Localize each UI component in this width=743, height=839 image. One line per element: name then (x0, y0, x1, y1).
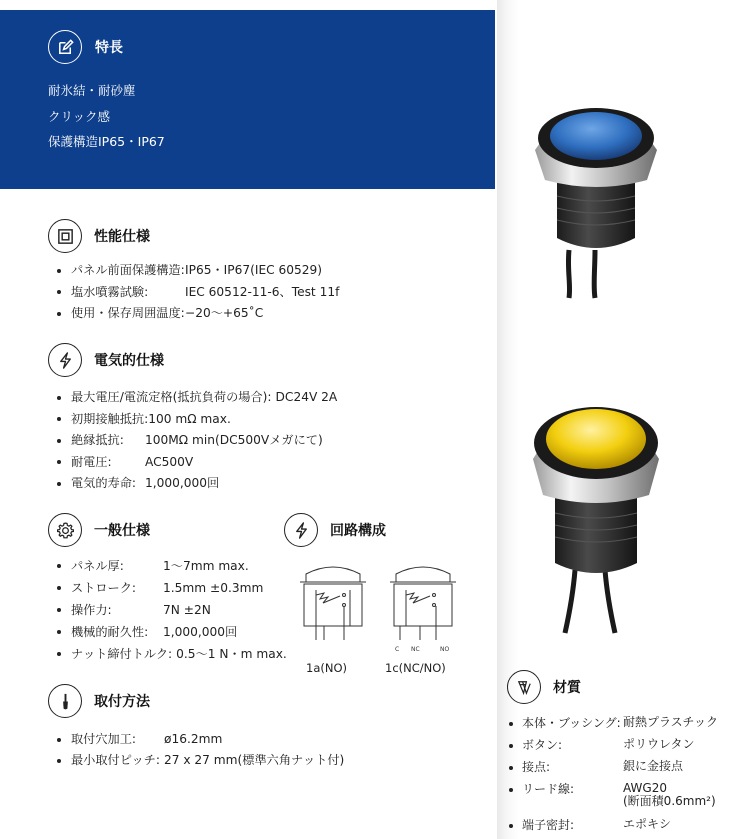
circuit-diagrams (296, 560, 466, 655)
spec-item (57, 643, 287, 665)
spec-item (57, 303, 339, 325)
spec-value: 1,000,000回 (145, 476, 220, 490)
gear-icon (48, 513, 82, 547)
spec-value: 1〜7mm max. (163, 559, 249, 573)
mounting-title: 取付方法 (94, 694, 150, 710)
terminal-c-label: C (395, 646, 400, 653)
spec-label: 絶縁抵抗: (71, 433, 124, 447)
spec-item (57, 555, 287, 577)
material-item (509, 780, 718, 812)
spec-value: 100 mΩ max. (148, 411, 231, 426)
material-header (507, 670, 581, 704)
spec-value: 7N ±2N (163, 603, 211, 617)
spec-item (57, 473, 337, 495)
spec-label: 機械的耐久性: (71, 625, 149, 639)
features-list (48, 78, 165, 155)
lightning-icon (48, 343, 82, 377)
material-item (509, 816, 718, 838)
spec-label: 取付穴加工: (71, 732, 137, 746)
screwdriver-icon (48, 684, 82, 718)
square-frame-icon (48, 219, 82, 253)
electrical-title: 電気的仕様 (94, 353, 164, 369)
spec-item (57, 599, 287, 621)
performance-header (48, 219, 150, 253)
terminal-no-label: NO (440, 646, 450, 653)
features-banner (0, 10, 495, 189)
spec-label: 塩水噴霧試験: (71, 284, 149, 299)
material-item (509, 736, 718, 758)
mounting-header (48, 684, 150, 718)
spec-value: AC500V (145, 454, 194, 469)
spec-label: 最小取付ピッチ: (71, 753, 160, 767)
electrical-list (57, 387, 337, 495)
spec-value: 0.5〜1 N・m max. (176, 647, 287, 661)
spec-item (57, 260, 339, 282)
spec-value: −20〜+65˚C (185, 306, 264, 320)
feature-item: 耐氷結・耐砂塵 (48, 83, 136, 98)
spec-value: 1,000,000回 (163, 625, 238, 639)
spec-value: 27 x 27 mm(標準六角ナット付) (163, 753, 345, 767)
circuit-1c-label: 1c(NC/NO) (385, 661, 446, 675)
spec-label: 使用・保存周囲温度: (71, 306, 185, 320)
edit-note-icon (48, 30, 82, 64)
spec-label: ストローク: (71, 581, 137, 595)
circuit-1a-label: 1a(NO) (306, 661, 347, 675)
spec-label: 耐電圧: (71, 454, 112, 469)
material-value: ポリウレタン (623, 737, 695, 751)
yellow-pushbutton-image (525, 395, 665, 635)
spec-value: IEC 60512-11-6、Test 11f (185, 284, 340, 299)
material-label: 端子密封: (522, 818, 575, 832)
material-value: 銀に金接点 (623, 759, 684, 773)
spec-item (57, 729, 344, 750)
mounting-list (57, 729, 344, 771)
material-label: 接点: (522, 760, 551, 774)
features-header (48, 30, 123, 64)
feature-item: 保護構造IP65・IP67 (48, 134, 165, 149)
spec-label: 最大電圧/電流定格(抵抗負荷の場合): (71, 390, 272, 404)
material-item (509, 758, 718, 780)
spec-item (57, 452, 337, 474)
spec-item (57, 750, 344, 771)
spec-item (57, 430, 337, 452)
spec-item (57, 409, 337, 431)
general-title: 一般仕様 (94, 523, 150, 539)
spec-value: ø16.2mm (164, 732, 223, 746)
material-value-line1: AWG20 (623, 781, 667, 795)
spec-value: IP65・IP67(IEC 60529) (185, 263, 323, 277)
circuit-1c-diagram (390, 567, 456, 640)
electrical-header (48, 343, 164, 377)
feature-item: クリック感 (48, 108, 111, 124)
circuit-title: 回路構成 (330, 523, 386, 539)
circuit-1a-diagram (300, 567, 366, 640)
blue-pushbutton-image (525, 100, 665, 300)
material-value-line2: (断面積0.6mm²) (623, 794, 716, 808)
spec-label: 操作力: (71, 603, 112, 617)
material-title: 材質 (553, 680, 581, 696)
material-label: 本体・ブッシング: (522, 716, 621, 730)
material-value (623, 780, 716, 812)
lightning-icon (284, 513, 318, 547)
spec-value: 100MΩ min(DC500Vメガにて) (145, 433, 323, 447)
spec-label: 電気的寿命: (71, 476, 137, 490)
spec-label: 初期接触抵抗: (71, 411, 149, 426)
material-value: 耐熱プラスチック (623, 715, 719, 729)
terminal-nc-label: NC (411, 646, 420, 653)
material-value: エポキシ (623, 817, 671, 831)
material-layers-icon (507, 670, 541, 704)
general-list (57, 555, 287, 665)
material-label: リード線: (522, 782, 575, 796)
spec-item (57, 621, 287, 643)
spec-label: パネル厚: (71, 559, 124, 573)
performance-list (57, 260, 339, 325)
spec-item (57, 387, 337, 409)
material-item (509, 714, 718, 736)
spec-value: 1.5mm ±0.3mm (163, 581, 264, 595)
spec-label: パネル前面保護構造: (71, 263, 185, 277)
spec-value: DC24V 2A (275, 390, 338, 404)
general-header (48, 513, 150, 547)
spec-item (57, 282, 339, 304)
features-title: 特長 (95, 40, 123, 56)
circuit-header (284, 513, 386, 547)
performance-title: 性能仕様 (94, 229, 150, 245)
spec-item (57, 577, 287, 599)
spec-label: ナット締付トルク: (71, 647, 173, 661)
material-label: ボタン: (522, 738, 563, 752)
material-list (509, 714, 718, 838)
